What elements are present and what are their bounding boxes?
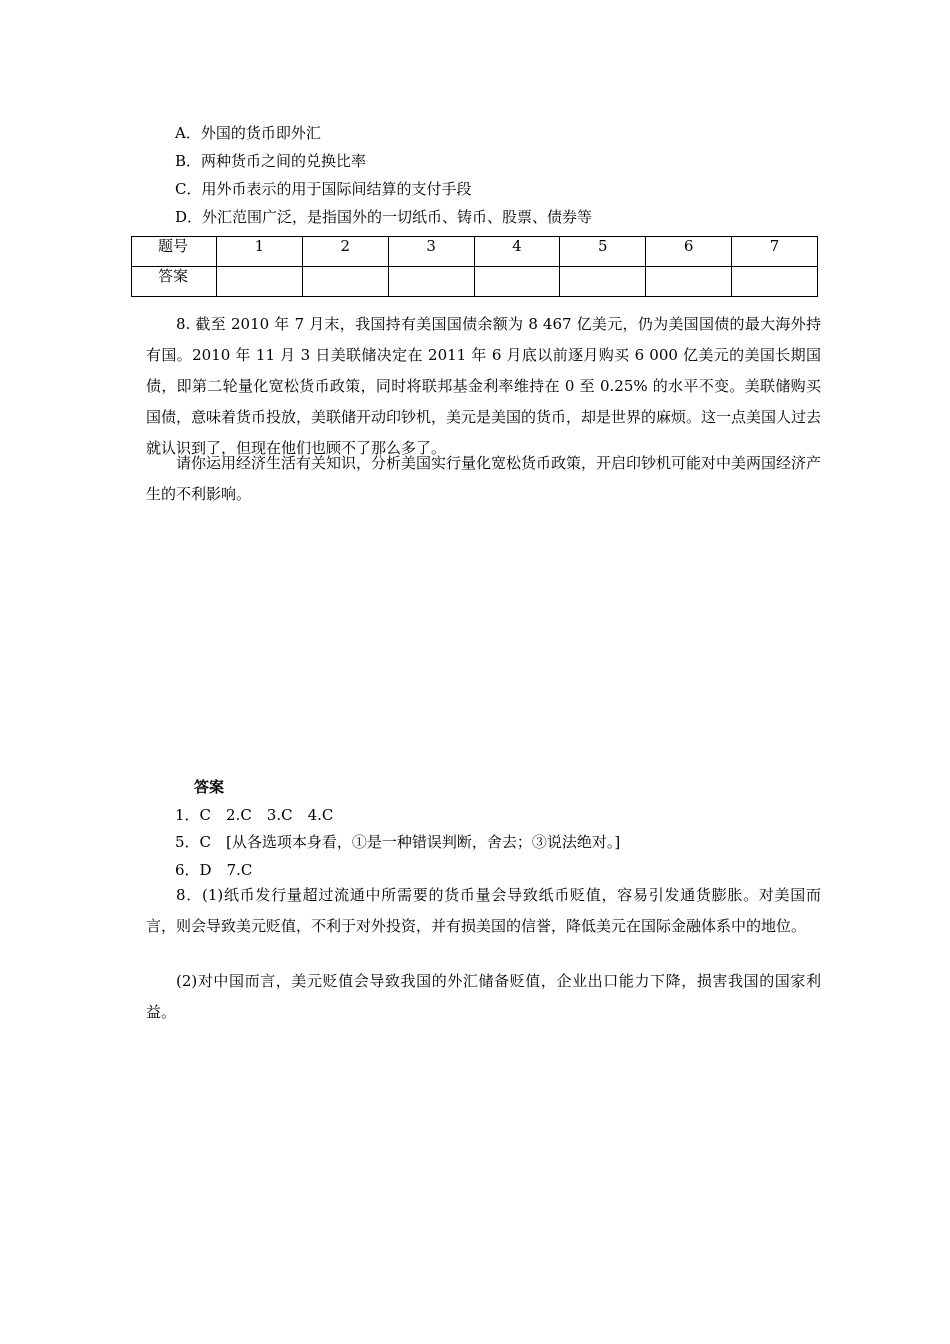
answer-grid [131,236,818,297]
answer8-part2: (2)对中国而言，美元贬值会导致我国的外汇储备贬值，企业出口能力下降，损害我国的国家利益。 [146,972,821,1021]
row-header-cell: 题号 [132,237,217,267]
choice-b: B．两种货币之间的兑换比率 [175,152,367,170]
number-cell: 6 [646,237,732,267]
answer-blank-cell[interactable] [217,267,303,297]
answer-blank-cell[interactable] [646,267,732,297]
number-cell: 1 [217,237,303,267]
choice-c: C．用外币表示的用于国际间结算的支付手段 [175,180,472,198]
answer8-part1: 8．(1)纸币发行量超过流通中所需要的货币量会导致纸币贬值，容易引发通货膨胀。对美国而言，则会导致美元贬值，不利于对外投资，并有损美国的信誉，降低美元在国际金融体系中的地位。 [146,886,821,935]
choice-a: A．外国的货币即外汇 [175,124,321,142]
number-cell: 7 [732,237,818,267]
answer-blank-cell[interactable] [302,267,388,297]
choice-d: D．外汇范围广泛，是指国外的一切纸币、铸币、股票、债券等 [175,208,593,226]
answers-line-1: 1．C 2.C 3.C 4.C [175,806,334,824]
row-answer-cell: 答案 [132,267,217,297]
answers-line-2: 5．C [从各选项本身看，①是一种错误判断，舍去；③说法绝对。] [175,833,621,851]
number-cell: 2 [302,237,388,267]
answer-blank-cell[interactable] [474,267,560,297]
number-cell: 5 [560,237,646,267]
answer-grid-answer-row [132,267,818,297]
number-cell: 3 [388,237,474,267]
answer-blank-cell[interactable] [388,267,474,297]
answer-blank-cell[interactable] [560,267,646,297]
answers-line-3: 6．D 7.C [175,861,253,879]
answer-blank-cell[interactable] [732,267,818,297]
question8-material: 8. 截至 2010 年 7 月末，我国持有美国国债余额为 8 467 亿美元，仍为美国国债的最大海外持有国。2010 年 11 月 3 日美联储决定在 2011 年 6 月底以前逐月购买 6 000 亿美元的美国长期国债，即第二轮量化宽松货币政策，同时将联邦基金利率维持在 0 至 0.25% 的水平不变。美联储购买国债，意味着货币投放，美联储开动印钞机，美元是美国的货币，却是世界的麻烦。这一点美国人过去就认识到了，但现在他们也顾不了那么多了。 [146,315,822,457]
answer-grid-number-row [132,237,818,267]
answers-heading: 答案 [194,778,225,796]
number-cell: 4 [474,237,560,267]
question8-prompt: 请你运用经济生活有关知识，分析美国实行量化宽松货币政策，开启印钞机可能对中美两国经济产生的不利影响。 [146,454,822,503]
